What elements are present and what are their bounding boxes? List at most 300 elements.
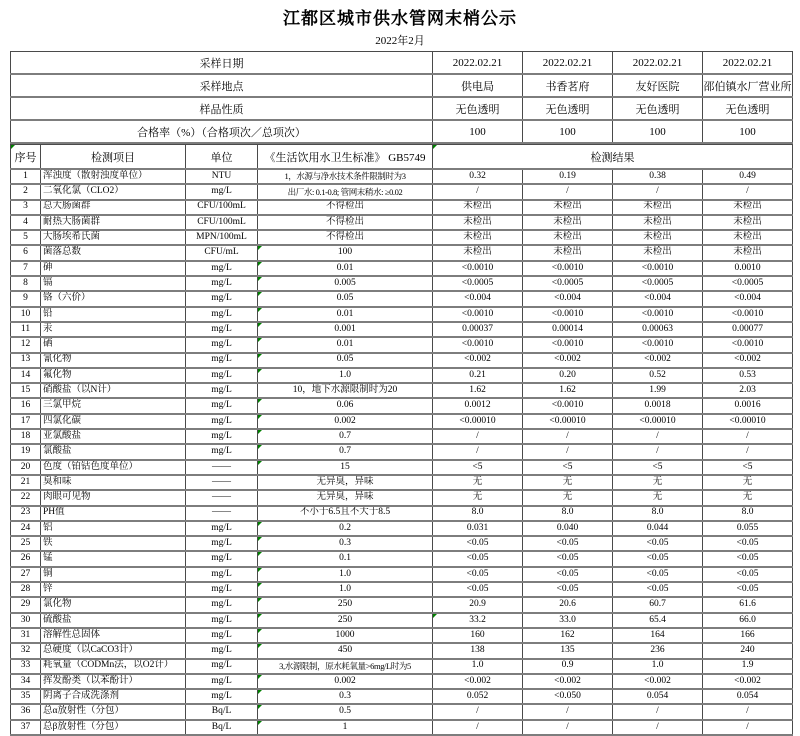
info-value: 2022.02.21 (433, 52, 523, 75)
row-number: 3 (11, 200, 41, 215)
table-row (11, 383, 793, 398)
test-item-name: 四氯化碳 (41, 414, 186, 429)
row-number: 21 (11, 475, 41, 490)
table-row (11, 245, 793, 260)
row-number: 23 (11, 506, 41, 521)
result-value: <0.05 (703, 551, 793, 566)
standard-limit: 3,水源限制，原水耗氧量>6mg/L时为5 (258, 659, 433, 674)
result-value: / (613, 184, 703, 199)
standard-limit: 0.1 (258, 551, 433, 566)
result-value: <0.05 (613, 567, 703, 582)
result-value: <0.05 (703, 567, 793, 582)
result-value: 0.054 (703, 689, 793, 704)
row-number: 11 (11, 322, 41, 337)
result-value: 0.21 (433, 368, 523, 383)
unit: mg/L (186, 536, 258, 551)
result-value: 无 (523, 490, 613, 505)
standard-limit: 1 (258, 720, 433, 735)
result-value: <0.00010 (613, 414, 703, 429)
unit: mg/L (186, 674, 258, 689)
result-value: / (613, 704, 703, 719)
sample-info-table (10, 51, 793, 144)
standard-limit: 0.3 (258, 689, 433, 704)
standard-limit: 不得检出 (258, 215, 433, 230)
table-row (11, 613, 793, 628)
result-value: 0.055 (703, 521, 793, 536)
header-row (11, 145, 793, 170)
result-value: <0.002 (703, 674, 793, 689)
result-value: <0.05 (433, 567, 523, 582)
result-value: <0.0010 (433, 307, 523, 322)
result-value: <0.00010 (433, 414, 523, 429)
table-row (11, 230, 793, 245)
info-label: 样品性质 (11, 97, 433, 120)
standard-limit: 15 (258, 460, 433, 475)
unit: mg/L (186, 567, 258, 582)
unit: mg/L (186, 337, 258, 352)
result-value: 20.6 (523, 597, 613, 612)
info-value: 邵伯镇水厂营业所 (703, 74, 793, 97)
unit: mg/L (186, 444, 258, 459)
result-value: 未检出 (613, 230, 703, 245)
result-value: 0.38 (613, 169, 703, 184)
result-value: <0.002 (523, 674, 613, 689)
standard-limit: 250 (258, 597, 433, 612)
standard-limit: 0.05 (258, 353, 433, 368)
result-value: 0.031 (433, 521, 523, 536)
result-value: 未检出 (613, 200, 703, 215)
result-value: 0.49 (703, 169, 793, 184)
result-value: <0.002 (613, 353, 703, 368)
test-item-name: 镉 (41, 276, 186, 291)
result-value: 33.2 (433, 613, 523, 628)
info-value: 100 (523, 120, 613, 143)
row-number: 7 (11, 261, 41, 276)
result-value: 65.4 (613, 613, 703, 628)
info-value: 书香茗府 (523, 74, 613, 97)
result-value: <5 (523, 460, 613, 475)
table-row (11, 674, 793, 689)
test-item-name: 三氯甲烷 (41, 398, 186, 413)
standard-limit: 0.5 (258, 704, 433, 719)
test-item-name: 总硬度（以CaCO3计） (41, 643, 186, 658)
result-value: 33.0 (523, 613, 613, 628)
unit: mg/L (186, 689, 258, 704)
table-row (11, 582, 793, 597)
result-value: <0.0005 (613, 276, 703, 291)
result-value: <0.0010 (523, 398, 613, 413)
result-value: 2.03 (703, 383, 793, 398)
info-row-sample-property (11, 97, 793, 120)
result-value: 8.0 (703, 506, 793, 521)
table-row (11, 429, 793, 444)
result-value: 未检出 (433, 215, 523, 230)
table-row (11, 536, 793, 551)
info-value: 无色透明 (703, 97, 793, 120)
standard-limit: 无异臭，异味 (258, 475, 433, 490)
unit: mg/L (186, 276, 258, 291)
table-row (11, 215, 793, 230)
table-row (11, 643, 793, 658)
result-value: 未检出 (433, 245, 523, 260)
row-number: 4 (11, 215, 41, 230)
unit: mg/L (186, 398, 258, 413)
info-label: 采样日期 (11, 52, 433, 75)
result-value: 0.00014 (523, 322, 613, 337)
result-value: <0.0005 (433, 276, 523, 291)
result-value: <0.002 (433, 353, 523, 368)
result-value: <0.05 (613, 551, 703, 566)
result-value: / (523, 184, 613, 199)
result-value: <0.0010 (703, 307, 793, 322)
result-value: 8.0 (433, 506, 523, 521)
standard-limit: 0.06 (258, 398, 433, 413)
result-value: <0.05 (523, 567, 613, 582)
unit: mg/L (186, 383, 258, 398)
unit: CFU/100mL (186, 200, 258, 215)
table-row (11, 276, 793, 291)
result-value: 61.6 (703, 597, 793, 612)
test-item-name: 总大肠菌群 (41, 200, 186, 215)
table-row (11, 689, 793, 704)
info-row-pass-rate (11, 120, 793, 143)
result-value: / (703, 444, 793, 459)
test-item-name: 铬（六价） (41, 291, 186, 306)
table-row (11, 337, 793, 352)
table-row (11, 169, 793, 184)
table-row (11, 444, 793, 459)
row-number: 22 (11, 490, 41, 505)
test-item-name: 硒 (41, 337, 186, 352)
info-value: 2022.02.21 (613, 52, 703, 75)
result-value: 0.040 (523, 521, 613, 536)
standard-limit: 0.7 (258, 444, 433, 459)
standard-limit: 1.0 (258, 567, 433, 582)
table-row (11, 291, 793, 306)
result-value: 0.00063 (613, 322, 703, 337)
row-number: 2 (11, 184, 41, 199)
standard-limit: 无异臭，异味 (258, 490, 433, 505)
row-number: 30 (11, 613, 41, 628)
row-number: 1 (11, 169, 41, 184)
result-value: / (613, 720, 703, 735)
result-value: 未检出 (523, 245, 613, 260)
standard-limit: 不得检出 (258, 200, 433, 215)
result-value: 1.99 (613, 383, 703, 398)
row-number: 5 (11, 230, 41, 245)
result-value: 未检出 (433, 200, 523, 215)
row-number: 18 (11, 429, 41, 444)
standard-limit: 0.001 (258, 322, 433, 337)
result-value: 0.19 (523, 169, 613, 184)
test-item-name: PH值 (41, 506, 186, 521)
info-value: 2022.02.21 (703, 52, 793, 75)
row-number: 15 (11, 383, 41, 398)
unit: —— (186, 460, 258, 475)
row-number: 28 (11, 582, 41, 597)
result-value: 162 (523, 628, 613, 643)
result-value: 未检出 (523, 200, 613, 215)
info-value: 无色透明 (613, 97, 703, 120)
info-label: 合格率（%）（合格项次／总项次） (11, 120, 433, 143)
result-value: / (523, 429, 613, 444)
table-row (11, 353, 793, 368)
result-value: <0.0005 (523, 276, 613, 291)
result-value: 0.044 (613, 521, 703, 536)
result-value: / (433, 704, 523, 719)
header-unit: 单位 (186, 145, 258, 170)
result-value: 0.9 (523, 659, 613, 674)
result-value: 无 (703, 475, 793, 490)
test-item-name: 氟化物 (41, 368, 186, 383)
info-row-sampling-location (11, 74, 793, 97)
test-item-name: 锌 (41, 582, 186, 597)
result-value: <0.0010 (523, 337, 613, 352)
unit: —— (186, 475, 258, 490)
result-value: <5 (613, 460, 703, 475)
result-value: / (433, 184, 523, 199)
test-item-name: 砷 (41, 261, 186, 276)
test-item-name: 菌落总数 (41, 245, 186, 260)
result-value: / (613, 429, 703, 444)
test-item-name: 氯化物 (41, 597, 186, 612)
row-number: 29 (11, 597, 41, 612)
standard-limit: 1，水源与净水技术条件限制时为3 (258, 169, 433, 184)
info-row-sampling-date (11, 52, 793, 75)
test-item-name: 硫酸盐 (41, 613, 186, 628)
result-value: / (703, 720, 793, 735)
test-item-name: 溶解性总固体 (41, 628, 186, 643)
result-value: 0.53 (703, 368, 793, 383)
result-value: / (613, 444, 703, 459)
table-row (11, 597, 793, 612)
unit: —— (186, 490, 258, 505)
unit: mg/L (186, 322, 258, 337)
row-number: 16 (11, 398, 41, 413)
result-value: 236 (613, 643, 703, 658)
unit: mg/L (186, 368, 258, 383)
test-item-name: 亚氯酸盐 (41, 429, 186, 444)
unit: mg/L (186, 353, 258, 368)
result-value: 66.0 (703, 613, 793, 628)
test-item-name: 铁 (41, 536, 186, 551)
result-value: <0.0010 (613, 337, 703, 352)
result-value: 135 (523, 643, 613, 658)
standard-limit: 0.01 (258, 261, 433, 276)
standard-limit: 0.3 (258, 536, 433, 551)
result-value: 0.052 (433, 689, 523, 704)
unit: mg/L (186, 582, 258, 597)
result-value: 8.0 (613, 506, 703, 521)
result-value: 1.62 (523, 383, 613, 398)
unit: CFU/100mL (186, 215, 258, 230)
table-row (11, 475, 793, 490)
standard-limit: 0.2 (258, 521, 433, 536)
result-value: 0.00037 (433, 322, 523, 337)
result-value: 0.20 (523, 368, 613, 383)
standard-limit: 0.002 (258, 674, 433, 689)
table-row (11, 490, 793, 505)
result-value: <0.004 (703, 291, 793, 306)
row-number: 27 (11, 567, 41, 582)
table-row (11, 398, 793, 413)
standard-limit: 450 (258, 643, 433, 658)
row-number: 25 (11, 536, 41, 551)
unit: mg/L (186, 659, 258, 674)
result-value: / (433, 444, 523, 459)
test-item-name: 挥发酚类（以苯酚计） (41, 674, 186, 689)
result-value: 0.054 (613, 689, 703, 704)
result-value: / (433, 429, 523, 444)
page-title: 江都区城市供水管网末梢公示 (283, 9, 517, 28)
unit: mg/L (186, 613, 258, 628)
table-row (11, 506, 793, 521)
unit: mg/L (186, 307, 258, 322)
result-value: 8.0 (523, 506, 613, 521)
row-number: 10 (11, 307, 41, 322)
result-value: / (523, 444, 613, 459)
result-value: 60.7 (613, 597, 703, 612)
standard-limit: 出厂水: 0.1-0.8; 管网末稍水: ≥0.02 (258, 184, 433, 199)
table-row (11, 261, 793, 276)
standard-limit: 0.005 (258, 276, 433, 291)
result-value: 无 (613, 475, 703, 490)
row-number: 8 (11, 276, 41, 291)
result-value: <0.05 (613, 536, 703, 551)
info-value: 100 (613, 120, 703, 143)
test-item-name: 硝酸盐（以N计） (41, 383, 186, 398)
result-value: 未检出 (703, 200, 793, 215)
table-row (11, 567, 793, 582)
result-value: 未检出 (613, 215, 703, 230)
result-value: 0.00077 (703, 322, 793, 337)
result-value: <5 (433, 460, 523, 475)
result-value: 1.0 (433, 659, 523, 674)
report-month: 2022年2月 (375, 35, 425, 47)
unit: Bq/L (186, 704, 258, 719)
header-test-item: 检测项目 (41, 145, 186, 170)
result-value: <0.004 (433, 291, 523, 306)
result-value: 0.0018 (613, 398, 703, 413)
result-value: <0.002 (433, 674, 523, 689)
table-row (11, 720, 793, 735)
standard-limit: 1.0 (258, 582, 433, 597)
table-row (11, 322, 793, 337)
test-item-name: 耗氧量（CODMn法，以O2计） (41, 659, 186, 674)
row-number: 35 (11, 689, 41, 704)
result-value: <0.002 (613, 674, 703, 689)
standard-limit: 100 (258, 245, 433, 260)
result-value: 20.9 (433, 597, 523, 612)
table-row (11, 307, 793, 322)
info-label: 采样地点 (11, 74, 433, 97)
result-value: / (703, 184, 793, 199)
row-number: 6 (11, 245, 41, 260)
header-row-number: 序号 (11, 145, 41, 170)
unit: mg/L (186, 597, 258, 612)
result-value: 未检出 (703, 230, 793, 245)
row-number: 12 (11, 337, 41, 352)
test-item-name: 总β放射性（分包） (41, 720, 186, 735)
info-value: 100 (703, 120, 793, 143)
standard-limit: 0.05 (258, 291, 433, 306)
result-value: 166 (703, 628, 793, 643)
table-row (11, 200, 793, 215)
result-value: 未检出 (613, 245, 703, 260)
row-number: 37 (11, 720, 41, 735)
standard-limit: 1.0 (258, 368, 433, 383)
result-value: <0.05 (433, 536, 523, 551)
row-number: 9 (11, 291, 41, 306)
standard-limit: 不小于6.5且不大于8.5 (258, 506, 433, 521)
test-item-name: 铜 (41, 567, 186, 582)
test-item-name: 肉眼可见物 (41, 490, 186, 505)
standard-limit: 0.7 (258, 429, 433, 444)
row-number: 14 (11, 368, 41, 383)
result-value: <0.0010 (523, 307, 613, 322)
table-row (11, 551, 793, 566)
result-value: <0.05 (613, 582, 703, 597)
result-value: 0.52 (613, 368, 703, 383)
result-value: <0.00010 (703, 414, 793, 429)
test-item-name: 阴离子合成洗涤剂 (41, 689, 186, 704)
result-value: 240 (703, 643, 793, 658)
result-value: <0.05 (703, 582, 793, 597)
result-value: <0.050 (523, 689, 613, 704)
result-value: 无 (433, 490, 523, 505)
header-standard: 《生活饮用水卫生标准》 GB5749 (258, 145, 433, 170)
table-row (11, 521, 793, 536)
result-value: 1.0 (613, 659, 703, 674)
result-value: <0.05 (433, 551, 523, 566)
result-value: <0.05 (523, 551, 613, 566)
unit: mg/L (186, 643, 258, 658)
info-value: 无色透明 (523, 97, 613, 120)
result-value: <0.0010 (523, 261, 613, 276)
result-value: 1.62 (433, 383, 523, 398)
test-item-name: 铝 (41, 521, 186, 536)
result-value: <0.004 (523, 291, 613, 306)
standard-limit: 1000 (258, 628, 433, 643)
result-value: 无 (433, 475, 523, 490)
result-value: 0.0010 (703, 261, 793, 276)
row-number: 24 (11, 521, 41, 536)
unit: mg/L (186, 291, 258, 306)
info-value: 供电局 (433, 74, 523, 97)
result-value: <0.0010 (613, 261, 703, 276)
unit: mg/L (186, 521, 258, 536)
info-value: 2022.02.21 (523, 52, 613, 75)
unit: Bq/L (186, 720, 258, 735)
row-number: 26 (11, 551, 41, 566)
standard-limit: 10，地下水源限制时为20 (258, 383, 433, 398)
result-value: 164 (613, 628, 703, 643)
result-value: / (433, 720, 523, 735)
result-value: 无 (613, 490, 703, 505)
result-value: 160 (433, 628, 523, 643)
result-value: <0.002 (523, 353, 613, 368)
result-value: 0.0012 (433, 398, 523, 413)
test-item-name: 铅 (41, 307, 186, 322)
unit: —— (186, 506, 258, 521)
result-value: 0.32 (433, 169, 523, 184)
row-number: 31 (11, 628, 41, 643)
table-row (11, 414, 793, 429)
row-number: 33 (11, 659, 41, 674)
standard-limit: 250 (258, 613, 433, 628)
row-number: 17 (11, 414, 41, 429)
result-value: 未检出 (433, 230, 523, 245)
